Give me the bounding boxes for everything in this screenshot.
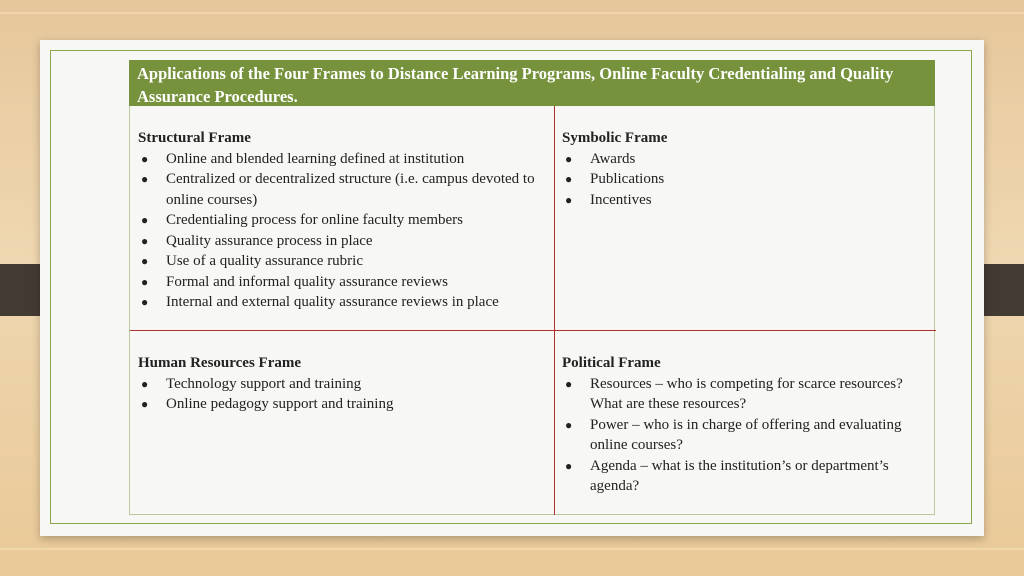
structural-frame-cell — [130, 128, 554, 313]
bullet-icon: ● — [141, 151, 149, 166]
list-item: ● Power – who is in charge of offering and evaluating online courses? — [565, 416, 902, 453]
human-resources-frame-cell — [130, 353, 554, 415]
bullet-icon: ● — [565, 417, 573, 432]
structural-frame-heading: Structural Frame — [138, 130, 251, 146]
row-divider — [130, 330, 936, 331]
list-item: ● Agenda – what is the institution’s or department’s agenda? — [565, 457, 889, 494]
bullet-icon: ● — [565, 192, 573, 207]
bullet-icon: ● — [565, 172, 573, 186]
list-item: ● Use of a quality assurance rubric — [138, 251, 546, 272]
bullet-icon: ● — [141, 213, 149, 227]
bullet-icon: ● — [141, 295, 149, 309]
structural-frame-list — [138, 149, 546, 313]
list-item: ● Centralized or decentralized structure (i.e. campus devoted to online courses) — [141, 171, 535, 208]
bullet-icon: ● — [565, 376, 573, 391]
political-frame-heading: Political Frame — [562, 355, 661, 371]
list-item: ● Resources – who is competing for scarce resources? What are these resources? — [565, 375, 903, 412]
symbolic-frame-list — [562, 149, 928, 211]
human-resources-frame-list — [138, 374, 546, 415]
slide — [40, 40, 984, 536]
political-frame-cell — [554, 353, 936, 497]
list-item: ● Publications — [562, 169, 928, 190]
list-item: ● Technology support and training — [138, 374, 546, 395]
bullet-icon: ● — [141, 397, 149, 411]
bullet-icon: ● — [141, 274, 149, 289]
list-item: ● Online pedagogy support and training — [138, 394, 546, 415]
human-resources-frame-heading: Human Resources Frame — [138, 355, 302, 371]
political-frame-list — [562, 374, 928, 497]
bullet-icon: ● — [141, 233, 149, 248]
bullet-icon: ● — [565, 458, 573, 473]
list-item: ● Online and blended learning defined at institution — [138, 149, 546, 170]
bullet-icon: ● — [141, 376, 149, 391]
symbolic-frame-heading: Symbolic Frame — [562, 130, 668, 146]
list-item: ● Incentives — [562, 190, 928, 211]
symbolic-frame-cell — [554, 128, 936, 210]
bullet-icon: ● — [141, 254, 149, 268]
list-item: ● Credentialing process for online faculty members — [138, 210, 546, 231]
list-item: ● Formal and informal quality assurance reviews — [138, 272, 546, 293]
four-frames-table — [129, 106, 935, 515]
list-item: ● Quality assurance process in place — [138, 231, 546, 252]
bullet-icon: ● — [141, 172, 149, 186]
list-item: ● Awards — [562, 149, 928, 170]
table-title: Applications of the Four Frames to Distance Learning Programs, Online Faculty Credentialing and Quality Assurance Procedures. — [129, 60, 935, 106]
list-item: ● Internal and external quality assurance reviews in place — [138, 292, 546, 313]
bullet-icon: ● — [565, 151, 573, 166]
